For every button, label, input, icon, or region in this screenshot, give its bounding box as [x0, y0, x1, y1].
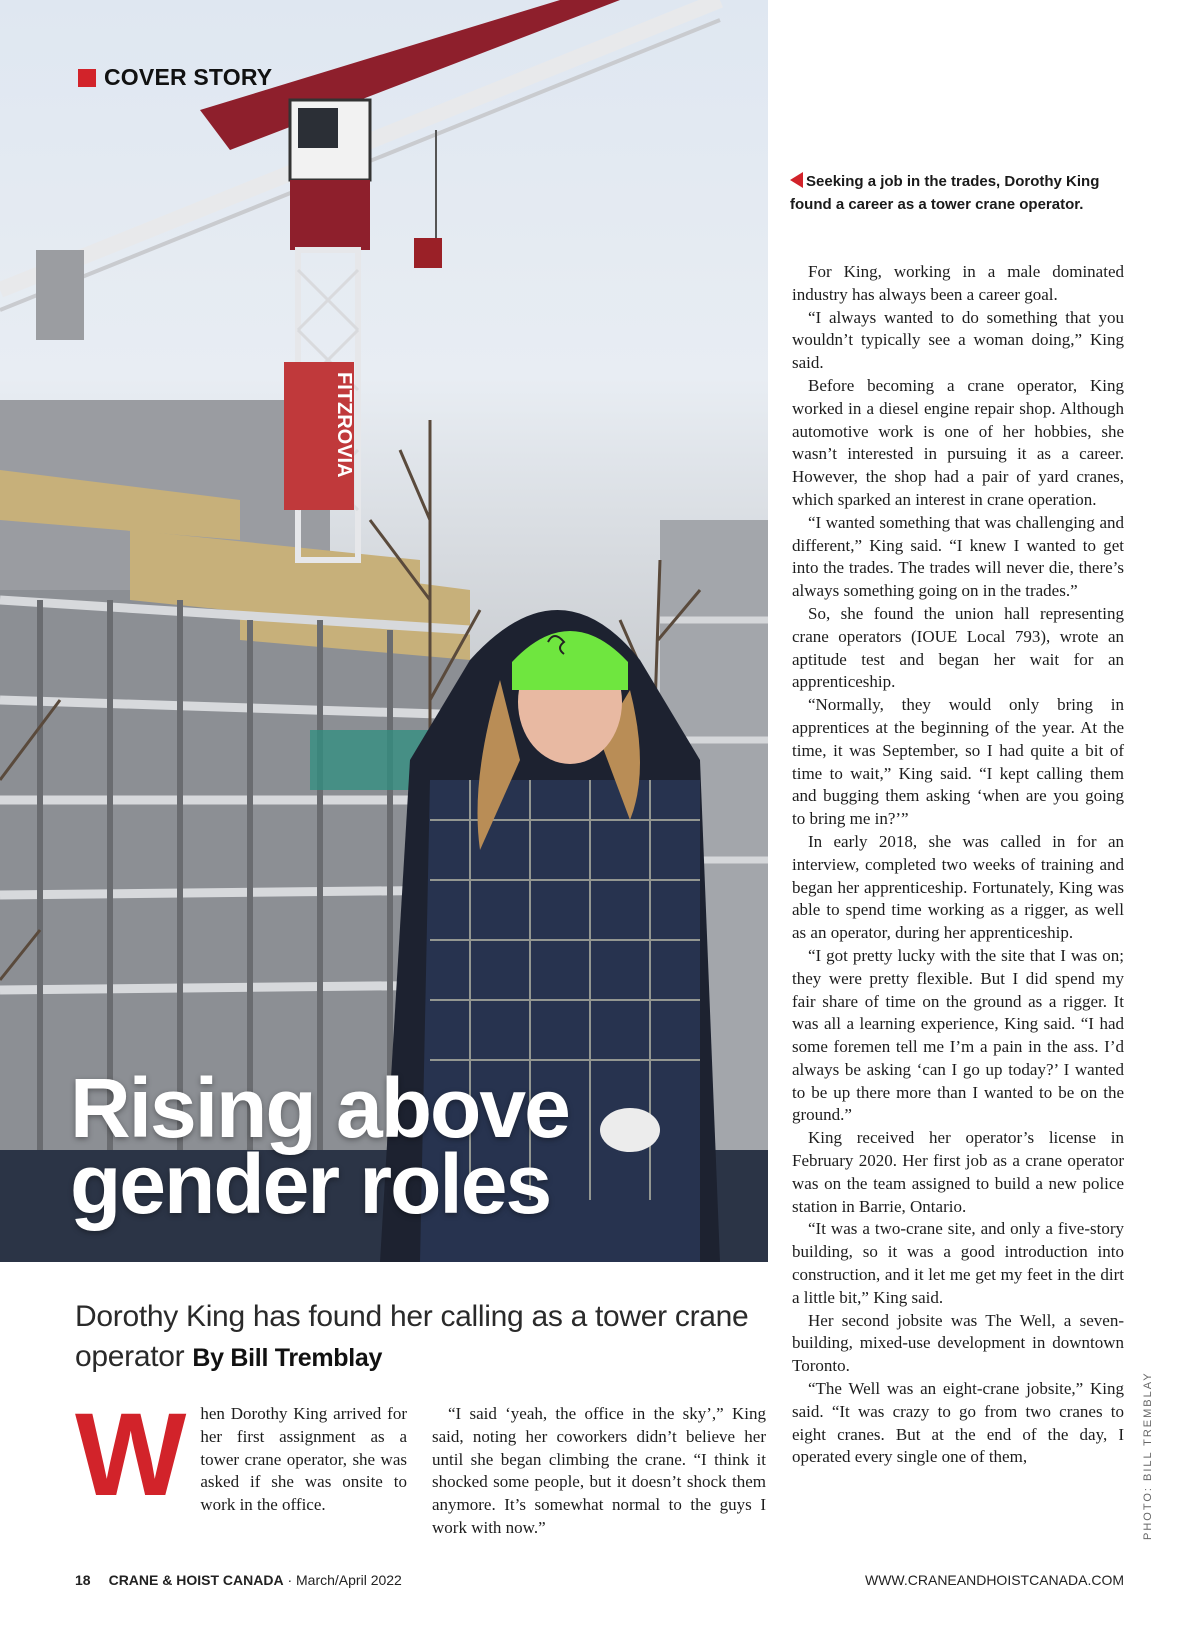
headline-line-2: gender roles — [70, 1137, 551, 1231]
photo-caption-text: Seeking a job in the trades, Dorothy King found a career as a tower crane operator. — [790, 173, 1100, 213]
headline-line-1: Rising above — [70, 1061, 569, 1155]
footer-folio — [75, 1572, 402, 1588]
red-square-icon — [78, 69, 96, 87]
body-paragraph: “I always wanted to do something that you wouldn’t typically see a woman doing,” King said. — [792, 307, 1124, 373]
body-paragraph: “I got pretty lucky with the site that I was on; they were pretty flexible. But I did spend my fair share of time on the ground as a rigger. It was all a learning experience, King said. “I had some foremen tell me I’m a pain in the ass. I’d always be asking ‘can I go up today?’ I wanted to be up there more than I wanted to be on the ground.” — [792, 945, 1124, 1125]
website-url[interactable]: WWW.CRANEANDHOISTCANADA.COM — [865, 1572, 1124, 1588]
deck-text: Dorothy King has found her calling as a tower crane operator — [75, 1300, 749, 1373]
body-paragraph: “The Well was an eight-crane jobsite,” King said. “It was crazy to go from two cranes to eight cranes. But at the end of the day, I operated every single one of them, — [792, 1379, 1124, 1467]
body-column-1 — [75, 1389, 407, 1521]
body-paragraph: In early 2018, she was called in for an interview, completed two weeks of training and began her apprenticeship. Fortunately, King was able to spend time working as a rigger, as well as an operator, during her apprenticeship. — [792, 831, 1124, 943]
cover-photo — [0, 0, 768, 1262]
crane-sign-text: FITZROVIA — [333, 372, 355, 478]
body-column-2 — [432, 1403, 766, 1540]
section-tag-label: COVER STORY — [104, 64, 273, 90]
photo-credit: PHOTO: BILL TREMBLAY — [1142, 1371, 1154, 1540]
body-paragraph: “It was a two-crane site, and only a five-story building, so it was a good introduction into construction, and it let me get my feet in the dirt a little bit,” King said. — [792, 1219, 1124, 1307]
body-paragraph: “Normally, they would only bring in apprentices at the beginning of the year. At the time, it was September, so I had quite a bit of time to wait,” King said. “I kept calling them and bugging them asking ‘when are you going to bring me in?’” — [792, 695, 1124, 829]
section-tag — [78, 64, 272, 91]
byline: By Bill Tremblay — [192, 1344, 383, 1372]
body-paragraph: Before becoming a crane operator, King worked in a diesel engine repair shop. Although automotive work is one of her hobbies, she wasn’t interested in pursuing it as a career. However, the shop had a pair of yard cranes, which sparked an interest in crane operation. — [792, 375, 1124, 509]
body-paragraph: So, she found the union hall representing crane operators (IOUE Local 793), wrote an aptitude test and began her wait for an apprenticeship. — [792, 603, 1124, 692]
body-paragraph: “I wanted something that was challenging and different,” King said. “I knew I wanted to get into the trades. The trades will never die, there’s always something going on in the trades.” — [792, 512, 1124, 601]
body-column-3 — [792, 261, 1124, 1469]
body-paragraph: hen Dorothy King arrived for her first assignment as a tower crane operator, she was asked if she was onsite to work in the office. — [200, 1404, 407, 1515]
headline — [70, 1061, 750, 1231]
body-paragraph: For King, working in a male dominated industry has always been a career goal. — [792, 262, 1124, 304]
deck — [75, 1297, 765, 1378]
photo-caption — [790, 170, 1130, 216]
page-number: 18 — [75, 1572, 91, 1588]
magazine-name: CRANE & HOIST CANADA — [108, 1572, 284, 1588]
body-paragraph: Her second jobsite was The Well, a seven-building, mixed-use development in downtown Toronto. — [792, 1310, 1124, 1376]
body-paragraph: “I said ‘yeah, the office in the sky’,” King said, noting her coworkers didn’t believe her until she began climbing the crane. “I think it shocked some people, but it doesn’t shock them anymore. It’s somewhat normal to the guys I work with now.” — [432, 1404, 766, 1537]
body-paragraph: King received her operator’s license in February 2020. Her first job as a crane operator was on the team assigned to build a new police station in Barrie, Ontario. — [792, 1128, 1124, 1216]
caption-arrow-icon — [790, 172, 803, 188]
issue-date: · March/April 2022 — [283, 1572, 402, 1588]
drop-cap: W — [75, 1389, 187, 1521]
